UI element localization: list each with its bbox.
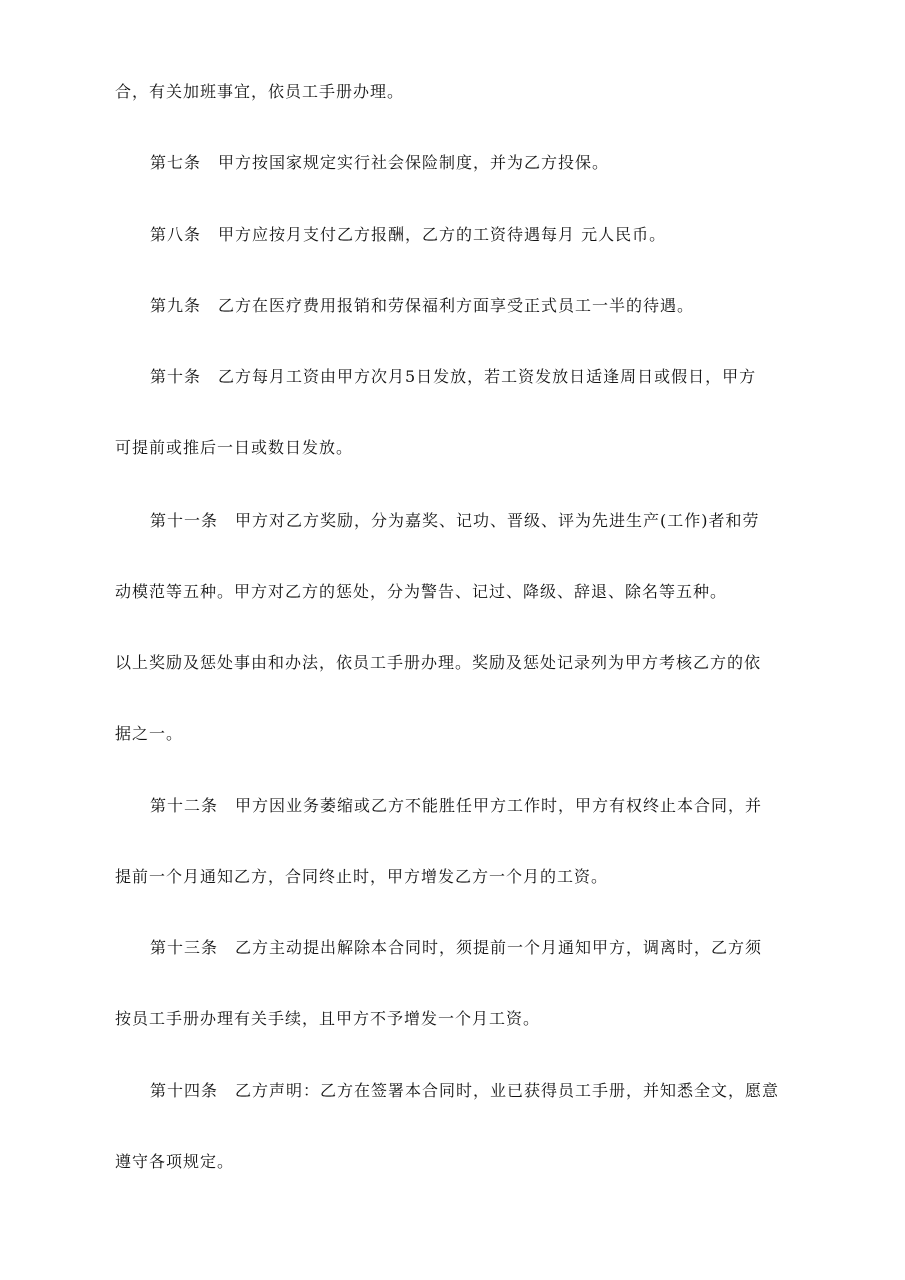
text-line-1: 合，有关加班事宜，依员工手册办理。 [115,82,405,101]
article-13: 第十三条 乙方主动提出解除本合同时，须提前一个月通知甲方，调离时，乙方须 [150,938,763,957]
article-14: 第十四条 乙方声明：乙方在签署本合同时，业已获得员工手册，并知悉全文，愿意 [150,1081,780,1100]
article-11: 第十一条 甲方对乙方奖励，分为嘉奖、记功、晋级、评为先进生产(工作)者和劳 [150,511,760,530]
article-10-cont: 可提前或推后一日或数日发放。 [115,438,354,457]
article-9: 第九条 乙方在医疗费用报销和劳保福利方面享受正式员工一半的待遇。 [150,296,695,315]
article-11-cont: 动模范等五种。甲方对乙方的惩处，分为警告、记过、降级、辞退、除名等五种。 [115,582,728,601]
article-12-cont: 提前一个月通知乙方，合同终止时，甲方增发乙方一个月的工资。 [115,867,609,886]
article-10: 第十条 乙方每月工资由甲方次月5日发放，若工资发放日适逢周日或假日，甲方 [150,367,757,386]
article-11-cont-2: 以上奖励及惩处事由和办法，依员工手册办理。奖励及惩处记录列为甲方考核乙方的依 [115,653,762,672]
article-14-cont: 遵守各项规定。 [115,1152,235,1171]
article-12: 第十二条 甲方因业务萎缩或乙方不能胜任甲方工作时，甲方有权终止本合同，并 [150,796,763,815]
article-8: 第八条 甲方应按月支付乙方报酬，乙方的工资待遇每月 元人民币。 [150,225,667,244]
article-7: 第七条 甲方按国家规定实行社会保险制度，并为乙方投保。 [150,153,610,172]
article-13-cont: 按员工手册办理有关手续，且甲方不予增发一个月工资。 [115,1009,541,1028]
article-11-cont-3: 据之一。 [115,724,184,743]
